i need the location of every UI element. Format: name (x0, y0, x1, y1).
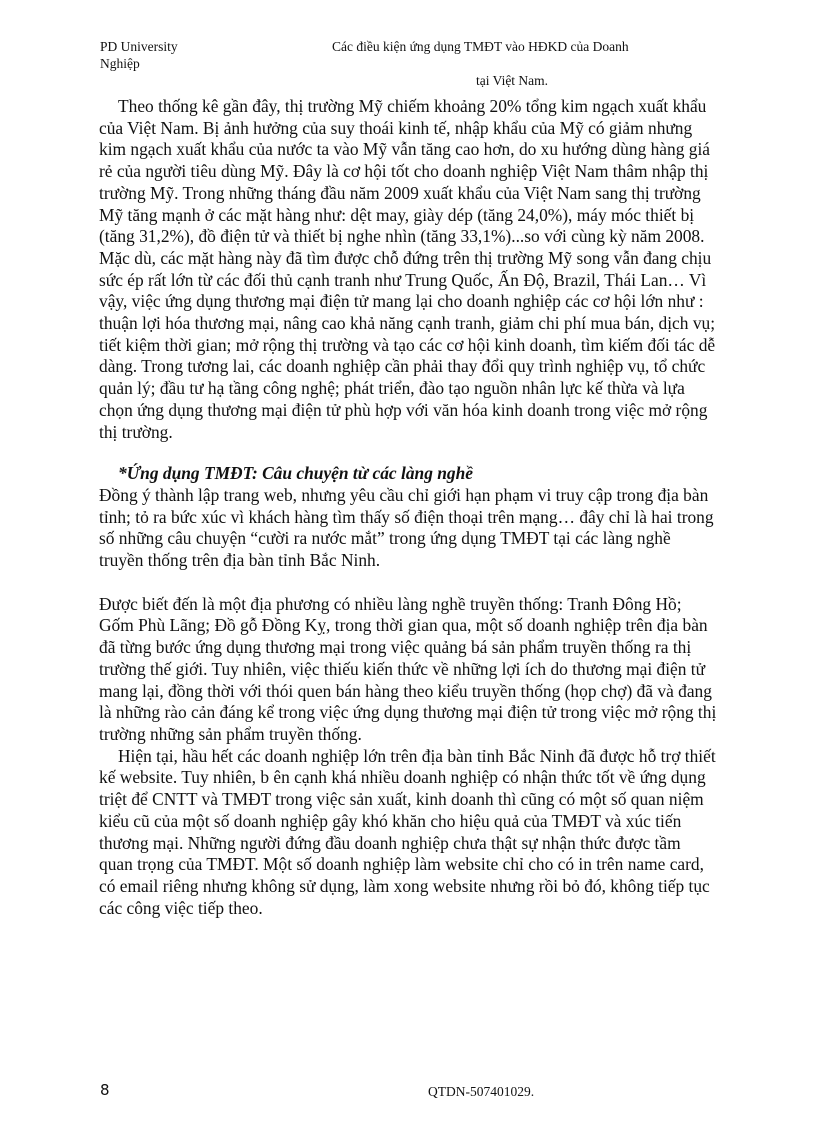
section-heading: *Ứng dụng TMĐT: Câu chuyện từ các làng nghề (118, 463, 473, 484)
paragraph-2: Đồng ý thành lập trang web, nhưng yêu cầu chỉ giới hạn phạm vi truy cập trong địa bàn tỉnh; tỏ ra bức xúc vì khách hàng tìm thấy số điện thoại trên mạng… đây chỉ là hai trong số những câu chuyện “cười ra nước mắt” trong ứng dụng TMĐT tại các làng nghề truyền thống trên địa bàn tỉnh Bắc Ninh. (99, 484, 714, 571)
document-body (99, 96, 717, 919)
paragraph-1: Theo thống kê gần đây, thị trường Mỹ chiếm khoảng 20% tổng kim ngạch xuất khẩu của Việt Nam. Bị ảnh hưởng của suy thoái kinh tế, nhập khẩu của Mỹ có giảm nhưng kim ngạch xuất khẩu của nước ta vào Mỹ vẫn tăng cao hơn, do xu hướng dùng hàng giá rẻ của người tiêu dùng Mỹ. Đây là cơ hội tốt cho doanh nghiệp Việt Nam thâm nhập thị trường Mỹ. Trong những tháng đầu năm 2009 xuất khẩu của Việt Nam sang thị trường Mỹ tăng mạnh ở các mặt hàng như: dệt may, giày dép (tăng 24,0%), máy móc thiết bị (tăng 31,2%), đồ điện tử và thiết bị nghe nhìn (tăng 33,1%)...so với cùng kỳ năm 2008. Mặc dù, các mặt hàng này đã tìm được chỗ đứng trên thị trường Mỹ song vẫn đang chịu sức ép rất lớn từ các đối thủ cạnh tranh như Trung Quốc, Ấn Độ, Brazil, Thái Lan… Vì vậy, việc ứng dụng thương mại điện tử mang lại cho doanh nghiệp các cơ hội lớn như : thuận lợi hóa thương mại, nâng cao khả năng cạnh tranh, giảm chi phí mua bán, dịch vụ; tiết kiệm thời gian; mở rộng thị trường và tạo các cơ hội kinh doanh, tìm kiếm đối tác dễ dàng. Trong tương lai, các doanh nghiệp cần phải thay đổi quy trình nghiệp vụ, tổ chức quản lý; đầu tư hạ tầng công nghệ; phát triển, đào tạo nguồn nhân lực kế thừa và lựa chọn ứng dụng thương mại điện tử phù hợp với văn hóa kinh doanh trong việc mở rộng thị trường. (99, 96, 716, 442)
paragraph-3: Được biết đến là một địa phương có nhiều làng nghề truyền thống: Tranh Đông Hồ; Gốm Phù Lãng; Đồ gỗ Đồng Kỵ, trong thời gian qua, một số doanh nghiệp trên địa bàn đã từng bước ứng dụng thương mại trong việc quảng bá sản phẩm truyền thống ra thị trường thế giới. Tuy nhiên, việc thiếu kiến thức về những lợi ích do thương mại điện tử mang lại, đồng thời với thói quen bán hàng theo kiểu truyền thống (họp chợ) đã và đang là những rào cản đáng kể trong việc ứng dụng thương mại điện tử trong việc mở rộng thị trường những sản phẩm truyền thống. (99, 593, 717, 744)
page-number: 8 (100, 1081, 110, 1099)
spacer (99, 572, 717, 594)
spacer (99, 443, 717, 463)
header-title-line2: tại Việt Nam. (476, 73, 549, 88)
paragraph-4: Hiện tại, hầu hết các doanh nghiệp lớn trên địa bàn tỉnh Bắc Ninh đã được hỗ trợ thiết kế website. Tuy nhiên, b ên cạnh khá nhiều doanh nghiệp có nhận thức tốt về ứng dụng triệt để CNTT và TMĐT trong việc sản xuất, kinh doanh thì cũng có một số quan niệm kiểu cũ của một số doanh nghiệp gây khó khăn cho hiệu quả của TMĐT và xúc tiến thương mại. Những người đứng đầu doanh nghiệp chưa thật sự nhận thức được tầm quan trọng của TMĐT. Một số doanh nghiệp làm website chỉ cho có in trên name card, có email riêng nhưng không sử dụng, làm xong website nhưng rồi bỏ đó, không tiếp tục các công việc tiếp theo. (99, 745, 716, 918)
header-title-line1: Các điều kiện ứng dụng TMĐT vào HĐKD của Doanh (332, 39, 629, 54)
document-code: QTDN-507401029. (428, 1084, 535, 1099)
header-left-text: PD University Nghiệp (100, 39, 178, 71)
